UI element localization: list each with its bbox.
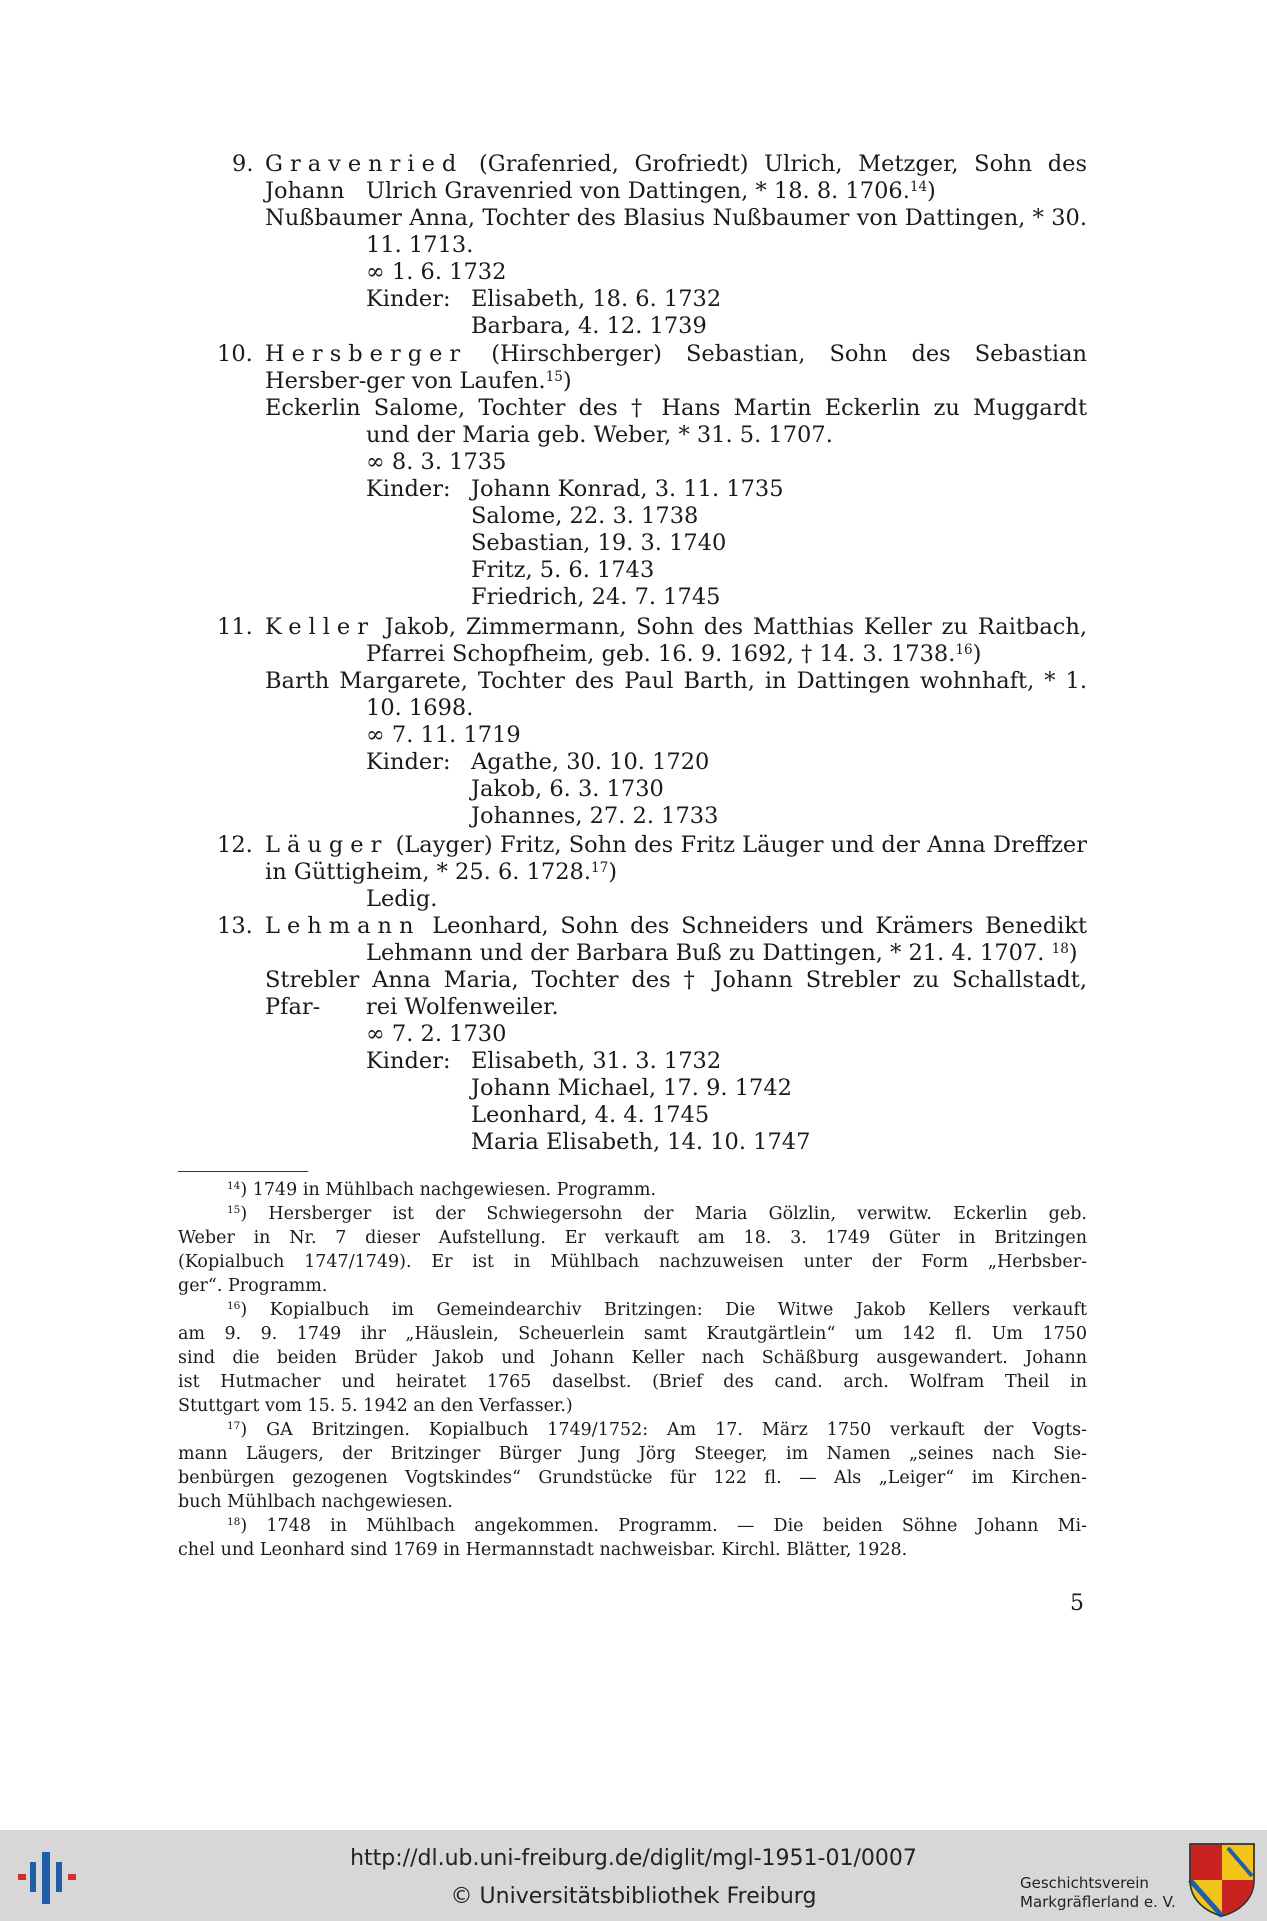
entry-10-spouse-line-1: Eckerlin Salome, Tochter des † Hans Martin Eckerlin zu Muggardt [265, 395, 1087, 421]
surname: Gravenried [265, 151, 464, 177]
footnote-15-line: (Kopialbuch 1747/1749). Er ist in Mühlbach nachzuweisen unter der Form „Herbsber- [178, 1252, 1087, 1272]
footnote-17-line: $^{17}$) GA Britzingen. Kopialbuch 1749/1752: Am 17. März 1750 verkauft der Vogts- [227, 1420, 1087, 1440]
kinder-label: Kinder: [366, 476, 451, 502]
entry-10-spouse-line-2: und der Maria geb. Weber, * 31. 5. 1707. [366, 422, 833, 448]
child-item: Leonhard, 4. 4. 1745 [471, 1102, 710, 1128]
footnote-ref[interactable]: 18 [1051, 941, 1069, 957]
entry-9-spouse-line-1: Nußbaumer Anna, Tochter des Blasius Nußbaumer von Dattingen, * 30. [265, 205, 1087, 231]
footnote-15-line: Weber in Nr. 7 dieser Aufstellung. Er verkauft am 18. 3. 1749 Güter in Britzingen [178, 1228, 1087, 1248]
entry-number: 9. [232, 151, 254, 177]
entry-number: 13. [217, 913, 253, 939]
footnote-14: $^{14}$) 1749 in Mühlbach nachgewiesen. Programm. [227, 1180, 657, 1200]
entry-9-line-2: Ulrich Gravenried von Dattingen, * 18. 8. 1706.14) [366, 178, 936, 204]
footnote-separator [178, 1171, 308, 1172]
entry-13-line-1: Lehmann Leonhard, Sohn des Schneiders und Krämers Benedikt [265, 913, 1087, 939]
child-item: Sebastian, 19. 3. 1740 [471, 530, 727, 556]
surname: Lehmann [265, 913, 421, 939]
footnote-17-line: mann Läugers, der Britzinger Bürger Jung Jörg Steeger, im Namen „seines nach Sie- [178, 1444, 1087, 1464]
entry-10-marriage: ∞ 8. 3. 1735 [366, 449, 507, 475]
entry-11-marriage: ∞ 7. 11. 1719 [366, 722, 521, 748]
footnote-ref[interactable]: 16 [955, 642, 973, 658]
footnote-16-line: ist Hutmacher und heiratet 1765 daselbst. (Brief des cand. arch. Wolfram Theil in [178, 1372, 1087, 1392]
kinder-label: Kinder: [366, 749, 451, 775]
kinder-label: Kinder: [366, 1048, 451, 1074]
entry-11-line-1: Keller Jakob, Zimmermann, Sohn des Matthias Keller zu Raitbach, [265, 614, 1087, 640]
surname: Läuger [265, 832, 389, 858]
page-number: 5 [1070, 1591, 1084, 1616]
footnote-16-line: Stuttgart vom 15. 5. 1942 an den Verfasser.) [178, 1396, 573, 1416]
footnote-18-line: $^{18}$) 1748 in Mühlbach angekommen. Programm. — Die beiden Söhne Johann Mi- [227, 1516, 1087, 1536]
entry-12-line-1: Läuger (Layger) Fritz, Sohn des Fritz Läuger und der Anna Dreffzer [265, 832, 1087, 858]
footnote-18-line: chel und Leonhard sind 1769 in Hermannstadt nachweisbar. Kirchl. Blätter, 1928. [178, 1540, 908, 1560]
footnote-17-line: buch Mühlbach nachgewiesen. [178, 1492, 453, 1512]
entry-11-spouse-line-2: 10. 1698. [366, 695, 474, 721]
footnote-ref[interactable]: 14 [909, 179, 928, 195]
entry-number: 12. [217, 832, 253, 858]
child-item: Jakob, 6. 3. 1730 [471, 776, 664, 802]
kinder-label: Kinder: [366, 286, 451, 312]
entry-number: 10. [217, 341, 253, 367]
entry-9-marriage: ∞ 1. 6. 1732 [366, 259, 507, 285]
copyright-notice: © Universitätsbibliothek Freiburg [450, 1884, 817, 1909]
entry-9-spouse-line-2: 11. 1713. [366, 232, 474, 258]
child-item: Salome, 22. 3. 1738 [471, 503, 699, 529]
entry-10-line-1: Hersberger (Hirschberger) Sebastian, Sohn des Sebastian Hersber- [265, 341, 1087, 394]
entry-12-line-2: in Güttigheim, * 25. 6. 1728.17) [265, 859, 617, 885]
footnote-16-line: sind die beiden Brüder Jakob und Johann Keller nach Schäßburg ausgewandert. Johann [178, 1348, 1087, 1368]
child-item: Johann Konrad, 3. 11. 1735 [471, 476, 784, 502]
child-item: Agathe, 30. 10. 1720 [471, 749, 710, 775]
child-item: Maria Elisabeth, 14. 10. 1747 [471, 1129, 811, 1155]
child-item: Johannes, 27. 2. 1733 [471, 803, 719, 829]
footnote-15-line: $^{15}$) Hersberger ist der Schwiegersohn der Maria Gölzlin, verwitw. Eckerlin geb. [227, 1204, 1087, 1224]
entry-13-spouse-line-2: rei Wolfenweiler. [366, 994, 559, 1020]
entry-12-status: Ledig. [366, 886, 438, 912]
footnote-ref[interactable]: 17 [591, 860, 609, 876]
entry-10-line-2: ger von Laufen.$^{15}$) [366, 368, 572, 394]
child-item: Johann Michael, 17. 9. 1742 [471, 1075, 792, 1101]
child-item: Fritz, 5. 6. 1743 [471, 557, 655, 583]
child-item: Barbara, 4. 12. 1739 [471, 313, 707, 339]
footnote-ref[interactable]: 15 [545, 369, 563, 385]
child-item: Friedrich, 24. 7. 1745 [471, 584, 721, 610]
entry-13-line-2: Lehmann und der Barbara Buß zu Dattingen, * 21. 4. 1707. $^{18}$) [366, 940, 1078, 966]
entry-13-spouse-line-1: Strebler Anna Maria, Tochter des † Johann Strebler zu Schallstadt, Pfar- [265, 967, 1087, 1020]
entry-9-line-1: Gravenried (Grafenried, Grofriedt) Ulrich, Metzger, Sohn des Johann [265, 151, 1087, 204]
footnote-16-line: am 9. 9. 1749 ihr „Häuslein, Scheuerlein samt Krautgärtlein“ um 142 fl. Um 1750 [178, 1324, 1087, 1344]
child-item: Elisabeth, 18. 6. 1732 [471, 286, 722, 312]
document-url-link[interactable]: http://dl.ub.uni-freiburg.de/diglit/mgl-1951-01/0007 [350, 1846, 917, 1871]
footnote-17-line: benbürgen gezogenen Vogtskindes“ Grundstücke für 122 fl. — Als „Leiger“ im Kirchen- [178, 1468, 1087, 1488]
entry-13-marriage: ∞ 7. 2. 1730 [366, 1021, 507, 1047]
footnote-16-line: $^{16}$) Kopialbuch im Gemeindearchiv Britzingen: Die Witwe Jakob Kellers verkauft [227, 1300, 1087, 1320]
entry-11-line-2: Pfarrei Schopfheim, geb. 16. 9. 1692, † 14. 3. 1738.16) [366, 641, 982, 667]
coat-of-arms-icon [1186, 1840, 1258, 1918]
footnote-15-line: ger“. Programm. [178, 1276, 328, 1296]
surname: Hersberger [265, 341, 468, 367]
surname: Keller [265, 614, 375, 640]
child-item: Elisabeth, 31. 3. 1732 [471, 1048, 722, 1074]
society-name: Geschichtsverein Markgräflerland e. V. [1020, 1874, 1176, 1911]
entry-number: 11. [217, 614, 253, 640]
entry-11-spouse-line-1: Barth Margarete, Tochter des Paul Barth, in Dattingen wohnhaft, * 1. [265, 668, 1087, 694]
viewer-footer [0, 1830, 1267, 1921]
